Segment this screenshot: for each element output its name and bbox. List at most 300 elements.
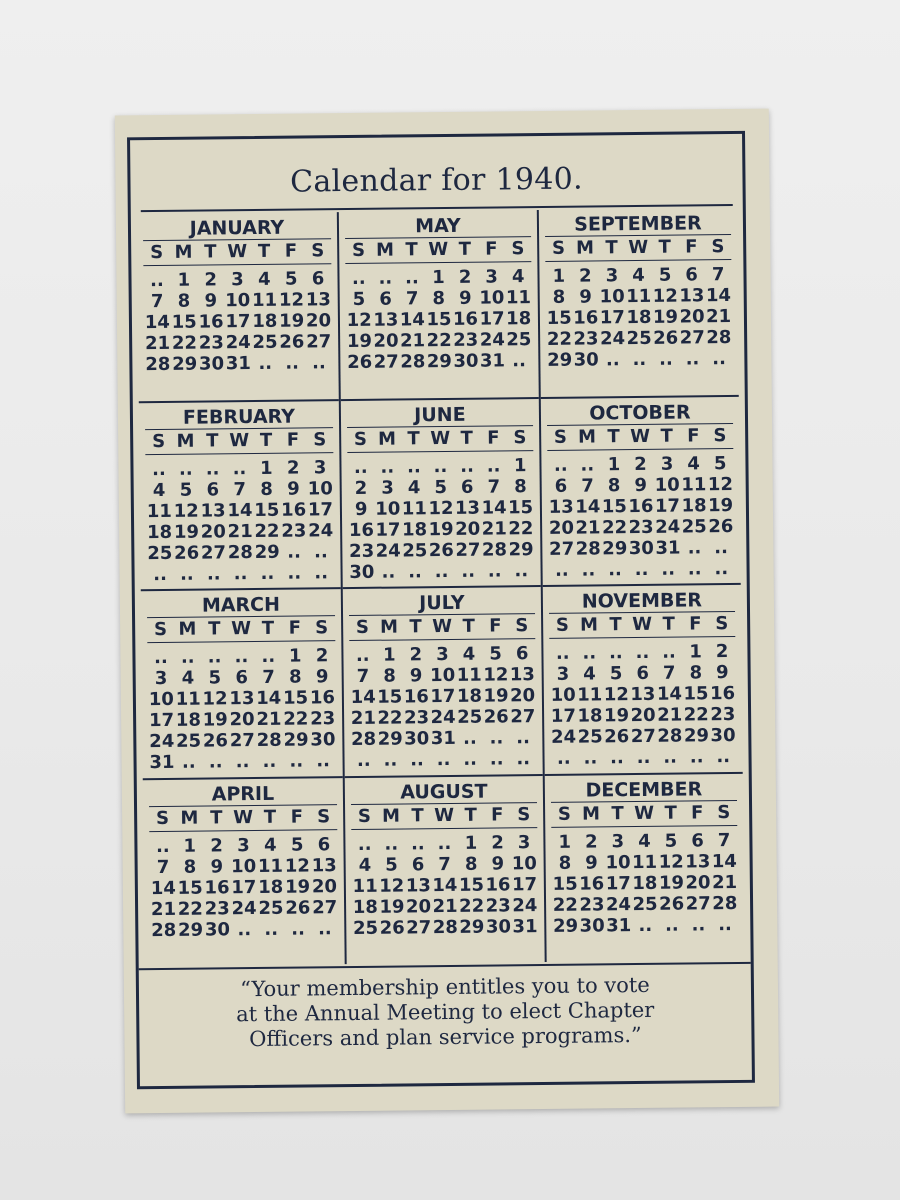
weekday-label: M (579, 614, 599, 636)
day-cell: 25 (577, 726, 603, 748)
day-cell: .. (463, 748, 478, 770)
day-cell: 29 (172, 353, 198, 375)
day-cell: 11 (257, 855, 284, 877)
day-cell: 23 (453, 329, 479, 351)
weekday-label: M (577, 425, 597, 448)
day-cell: 27 (229, 730, 255, 752)
day-cell: .. (289, 750, 304, 772)
month-column (337, 210, 545, 964)
weekday-label: S (353, 428, 368, 450)
weekday-label: W (227, 241, 248, 263)
week-row (150, 855, 338, 878)
weekday-label: T (411, 804, 424, 826)
day-cell: 16 (573, 307, 599, 329)
month-name: JANUARY (143, 216, 331, 241)
day-cell: 25 (147, 542, 173, 564)
day-cell: 1 (464, 832, 478, 854)
day-cell: .. (712, 348, 727, 370)
day-cell: 20 (311, 875, 338, 897)
day-cell: 17 (479, 308, 505, 330)
week-row (546, 306, 732, 329)
day-cell: 13 (679, 285, 705, 307)
day-cell: .. (206, 562, 221, 585)
month-name: APRIL (149, 782, 337, 807)
day-cell: 13 (630, 683, 656, 706)
day-cell: 26 (379, 916, 405, 939)
day-cell: 11 (456, 664, 482, 686)
month-name: MARCH (147, 593, 335, 618)
day-cell: 25 (626, 327, 652, 350)
week-row (146, 499, 334, 522)
day-cell: 25 (252, 331, 278, 354)
weekday-label: W (434, 804, 455, 826)
day-cell: 30 (453, 350, 479, 372)
day-cell: 15 (426, 308, 452, 331)
day-cell: 8 (514, 475, 527, 497)
day-cell: 11 (352, 875, 378, 897)
weekday-label: W (428, 238, 449, 261)
membership-note-line-2: at the Annual Meeting to elect Chapter (235, 997, 655, 1027)
day-cell: .. (661, 558, 676, 580)
day-cell: 3 (313, 456, 327, 478)
day-cell: 14 (150, 877, 176, 899)
day-cell: 25 (506, 329, 532, 351)
day-cell: 8 (607, 474, 621, 496)
day-cell: 18 (146, 521, 173, 543)
week-row (552, 892, 738, 915)
day-cell: 21 (575, 516, 601, 539)
weekday-label: T (259, 429, 273, 451)
weekday-header (143, 239, 331, 266)
day-cell: 10 (307, 477, 333, 499)
day-cell: 29 (547, 349, 573, 371)
month-name: OCTOBER (547, 400, 733, 425)
day-cell: 21 (705, 306, 732, 328)
day-cell: 7 (405, 288, 419, 310)
day-cell: 23 (573, 328, 599, 350)
day-cell: 1 (558, 831, 572, 853)
week-row (345, 266, 531, 289)
day-cell: 17 (550, 705, 577, 727)
day-cell: 11 (631, 851, 658, 873)
day-cell: 15 (683, 683, 709, 705)
day-cell: 24 (605, 893, 632, 915)
week-row (549, 641, 735, 664)
week-row (349, 643, 535, 666)
day-cell: 12 (173, 500, 199, 522)
day-cell: 13 (305, 289, 331, 311)
day-cell: 3 (231, 269, 244, 291)
week-row (552, 871, 738, 894)
week-row (545, 264, 731, 287)
weekday-label: M (379, 616, 399, 638)
day-cell: 6 (685, 264, 698, 286)
day-cell: 15 (546, 307, 572, 329)
day-cell: .. (689, 746, 704, 768)
day-cell: 24 (655, 516, 681, 538)
weekday-label: S (711, 236, 725, 258)
day-cell: .. (181, 751, 196, 773)
month-block (543, 585, 743, 776)
day-cell: 22 (683, 704, 709, 726)
week-row (348, 497, 534, 520)
day-cell: 17 (654, 495, 681, 517)
day-cell: 10 (479, 287, 505, 309)
day-cell: 1 (689, 641, 702, 663)
day-cell: 11 (146, 500, 172, 522)
day-cell: 11 (505, 287, 532, 309)
weekday-label: S (152, 430, 166, 452)
day-cell: 17 (511, 873, 538, 895)
day-cell: 1 (432, 267, 445, 289)
week-row (352, 874, 538, 897)
day-cell: 18 (352, 896, 379, 918)
day-cell: 24 (231, 897, 257, 919)
day-cell: 9 (715, 662, 729, 684)
day-cell: 19 (173, 521, 200, 543)
month-column (537, 208, 745, 962)
day-cell: 6 (379, 288, 392, 310)
weekday-header (551, 800, 737, 827)
day-cell: 9 (210, 855, 224, 877)
day-cell: 13 (509, 664, 536, 686)
day-cell: .. (262, 750, 277, 772)
weekday-label: F (690, 801, 704, 823)
weekday-label: T (263, 806, 277, 828)
day-cell: 22 (177, 898, 204, 920)
week-row (547, 452, 733, 475)
weekday-label: T (261, 617, 275, 639)
day-cell: 24 (512, 894, 538, 916)
day-cell: 16 (709, 682, 736, 705)
day-cell: .. (461, 560, 476, 582)
day-cell: 29 (459, 916, 485, 938)
weekday-label: T (660, 425, 673, 447)
day-cell: 19 (346, 330, 373, 353)
day-cell: .. (516, 748, 531, 770)
day-cell: 2 (315, 645, 329, 667)
day-cell: 17 (375, 518, 401, 541)
week-row (146, 520, 334, 543)
day-cell: .. (237, 918, 252, 940)
weekday-header (149, 805, 337, 832)
day-cell: 25 (681, 515, 707, 538)
day-cell: 20 (229, 709, 255, 731)
day-cell: .. (514, 559, 529, 581)
day-cell: 2 (204, 269, 218, 291)
week-row (550, 662, 736, 685)
day-cell: 28 (575, 537, 601, 560)
day-cell: 13 (405, 874, 431, 896)
day-cell: 13 (200, 499, 226, 522)
day-cell: .. (687, 557, 702, 579)
weekday-label: W (233, 806, 254, 828)
week-row (149, 834, 337, 857)
day-cell: 23 (403, 707, 430, 729)
day-cell: 26 (279, 331, 305, 353)
day-cell: 12 (603, 684, 629, 706)
day-cell: 22 (552, 894, 579, 916)
day-cell: 7 (262, 666, 275, 688)
day-cell: 31 (479, 350, 506, 372)
day-cell: 11 (577, 684, 603, 706)
week-row (146, 562, 334, 585)
day-cell: 11 (175, 688, 201, 710)
day-cell: 7 (156, 856, 170, 878)
day-cell: 27 (406, 916, 432, 938)
membership-note-line-1: “Your membership entitles you to vote (240, 972, 650, 1002)
day-cell: 26 (347, 351, 373, 374)
day-cell: 6 (235, 667, 249, 689)
day-cell: .. (554, 559, 569, 581)
weekday-label: S (517, 803, 531, 825)
day-cell: .. (258, 352, 273, 374)
day-cell: 29 (552, 915, 579, 937)
day-cell: .. (436, 748, 451, 771)
day-cell: 17 (599, 307, 626, 329)
day-cell: 4 (257, 268, 271, 290)
week-row (352, 895, 538, 918)
day-cell: 1 (382, 644, 396, 666)
day-cell: .. (610, 747, 624, 769)
weekday-label: T (409, 616, 422, 638)
day-cell: .. (355, 644, 370, 666)
month-block (345, 776, 545, 965)
day-cell: 18 (175, 709, 202, 731)
day-cell: 23 (198, 332, 224, 354)
day-cell: 23 (628, 516, 654, 538)
day-cell: .. (207, 646, 222, 668)
weekday-label: S (355, 616, 370, 638)
weekday-label: S (150, 241, 164, 264)
weekday-label: S (515, 615, 529, 637)
week-row (348, 560, 534, 583)
day-cell: 19 (379, 895, 405, 918)
day-cell: 21 (256, 708, 282, 731)
weekday-label: F (284, 240, 298, 262)
day-cell: 4 (152, 479, 166, 501)
day-cell: 4 (511, 266, 525, 288)
weekday-label: T (405, 239, 418, 261)
day-cell: 13 (229, 688, 255, 710)
day-cell: 28 (256, 729, 282, 751)
day-cell: 3 (485, 266, 499, 288)
day-cell: 6 (317, 833, 331, 855)
day-cell: 24 (308, 519, 334, 541)
day-cell: 30 (710, 724, 736, 747)
week-row (145, 457, 333, 480)
day-cell: 20 (630, 704, 656, 727)
day-cell: 1 (513, 454, 527, 476)
day-cell: 4 (407, 476, 421, 498)
day-cell: .. (233, 562, 248, 584)
day-cell: 12 (346, 309, 372, 332)
weekday-label: F (286, 429, 300, 451)
week-row (350, 706, 536, 729)
weekday-label: W (430, 427, 451, 449)
week-row (143, 268, 331, 291)
day-cell: .. (434, 560, 449, 582)
week-row (552, 850, 738, 873)
day-cell: 24 (479, 329, 505, 351)
day-cell: 14 (350, 686, 376, 709)
day-cell: 18 (577, 705, 603, 727)
day-cell: 27 (455, 539, 481, 561)
day-cell: .. (264, 918, 279, 940)
weekday-label: F (687, 424, 700, 446)
day-cell: 9 (287, 478, 300, 500)
day-cell: 24 (149, 730, 175, 753)
day-cell: 8 (177, 290, 191, 312)
day-cell: .. (232, 457, 247, 479)
day-cell: 5 (434, 476, 448, 498)
day-cell: .. (285, 352, 300, 374)
week-row (350, 685, 536, 708)
day-cell: 26 (202, 730, 229, 752)
day-cell: 18 (626, 306, 652, 329)
day-cell: 30 (573, 349, 599, 371)
day-cell: 3 (154, 667, 168, 690)
day-cell: .. (151, 458, 166, 480)
day-cell: 10 (550, 684, 576, 706)
weekday-label: S (553, 426, 568, 448)
day-cell: 16 (628, 495, 654, 517)
day-cell: .. (287, 562, 302, 584)
week-row (144, 289, 332, 312)
day-cell: 11 (626, 285, 652, 308)
day-cell: 30 (310, 729, 336, 751)
day-cell: 20 (548, 517, 575, 539)
weekday-header (347, 426, 533, 453)
day-cell: 14 (144, 311, 171, 334)
weekday-label: S (315, 617, 329, 639)
day-cell: 30 (349, 561, 375, 583)
day-cell: 17 (307, 498, 334, 520)
weekday-label: S (357, 805, 372, 827)
day-cell: 15 (377, 686, 403, 708)
day-cell: 19 (658, 872, 685, 894)
day-cell: 14 (256, 687, 282, 710)
day-cell: 21 (227, 520, 253, 542)
day-cell: 26 (285, 896, 311, 919)
day-cell: 31 (430, 727, 456, 750)
weekday-label: W (229, 429, 250, 451)
day-cell: 16 (280, 498, 307, 521)
day-cell: 16 (198, 311, 224, 333)
weekday-header (145, 428, 333, 455)
day-cell: 28 (350, 728, 377, 751)
weekday-label: S (713, 424, 727, 446)
months-grid (137, 208, 745, 966)
day-cell: 25 (632, 893, 658, 915)
day-cell: 10 (225, 290, 251, 312)
day-cell: 14 (711, 850, 737, 872)
day-cell: 15 (282, 687, 309, 709)
weekday-label: F (487, 426, 500, 449)
week-row (346, 308, 532, 331)
day-cell: 23 (204, 897, 230, 920)
day-cell: 7 (487, 475, 501, 498)
day-cell: 14 (227, 499, 253, 521)
day-cell: 7 (717, 829, 731, 851)
month-name: NOVEMBER (549, 589, 735, 614)
day-cell: .. (205, 457, 220, 480)
day-cell: .. (638, 914, 653, 936)
day-cell: 1 (607, 453, 621, 475)
day-cell: 24 (550, 726, 577, 748)
weekday-label: T (458, 238, 472, 260)
day-cell: .. (351, 267, 366, 289)
week-row (352, 853, 538, 876)
weekday-label: S (555, 614, 570, 636)
day-cell: 5 (290, 834, 304, 856)
weekday-label: M (178, 618, 197, 640)
day-cell: 31 (225, 353, 252, 375)
day-cell: 16 (309, 687, 336, 709)
week-row (148, 750, 336, 773)
day-cell: 16 (452, 308, 479, 330)
day-cell: 23 (579, 893, 605, 916)
day-cell: .. (314, 561, 329, 583)
week-row (346, 329, 532, 352)
day-cell: 1 (183, 835, 197, 857)
day-cell: .. (658, 348, 673, 370)
day-cell: .. (291, 918, 305, 940)
week-row (148, 729, 336, 752)
day-cell: 21 (399, 330, 426, 352)
day-cell: .. (317, 917, 332, 939)
weekday-label: S (551, 237, 566, 259)
weekday-label: S (513, 426, 527, 448)
month-name: AUGUST (351, 780, 537, 805)
weekday-label: T (204, 241, 217, 263)
day-cell: 21 (657, 704, 683, 726)
day-cell: 7 (438, 853, 452, 875)
day-cell: 1 (288, 645, 302, 667)
day-cell: 10 (148, 688, 174, 711)
week-row (150, 918, 338, 941)
week-row (551, 829, 737, 852)
day-cell: .. (287, 541, 302, 563)
weekday-label: T (662, 613, 675, 635)
week-row (350, 748, 536, 771)
day-cell: 20 (405, 895, 432, 917)
weekday-header (547, 423, 733, 450)
week-row (351, 832, 537, 855)
day-cell: 7 (150, 290, 164, 313)
day-cell: 7 (581, 474, 594, 497)
day-cell: .. (381, 561, 396, 583)
week-row (144, 310, 332, 333)
day-cell: .. (378, 267, 393, 289)
week-row (550, 704, 736, 727)
day-cell: 21 (432, 895, 458, 917)
weekday-label: F (288, 617, 302, 639)
week-row (146, 478, 334, 501)
day-cell: 29 (283, 729, 309, 751)
month-name: JULY (349, 591, 535, 616)
day-cell: 5 (208, 667, 222, 689)
day-cell: 19 (483, 685, 509, 707)
day-cell: 18 (258, 876, 284, 898)
day-cell: 30 (579, 914, 605, 937)
day-cell: 11 (681, 473, 707, 496)
day-cell: 3 (556, 663, 570, 685)
day-cell: .. (662, 641, 676, 663)
day-cell: 19 (279, 310, 305, 332)
week-row (150, 897, 338, 920)
week-row (548, 557, 734, 580)
